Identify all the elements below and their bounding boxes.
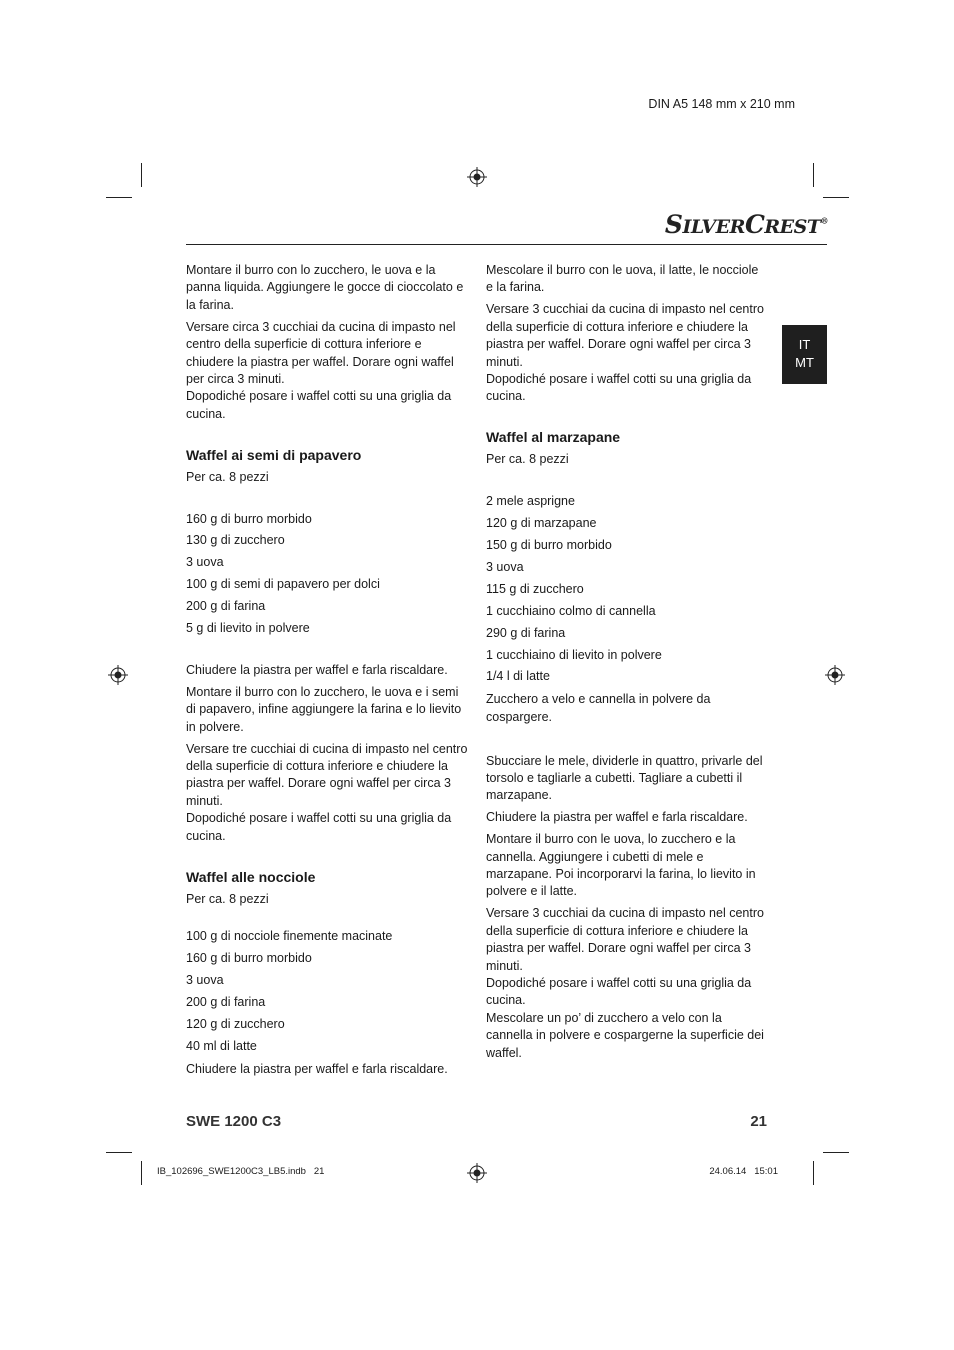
language-tab — [782, 325, 827, 384]
language-code: MT — [795, 355, 814, 370]
paragraph: Dopodiché posare i waffel cotti su una griglia da cucina. — [486, 976, 752, 1008]
registration-mark-icon — [825, 665, 845, 685]
registration-mark-icon — [108, 665, 128, 685]
registration-mark-icon — [467, 1163, 487, 1183]
list-item: 115 g di zucchero — [486, 581, 584, 596]
paragraph: Mescolare un po’ di zucchero a velo con la cannella in polvere e cospargerne la superficie dei waffel. — [486, 1010, 764, 1060]
list-item: 1/4 l di latte — [486, 669, 550, 684]
paragraph: Sbucciare le mele, dividerle in quattro, privarle del torsolo e tagliarle a cubetti. Tagliare a cubetti il marzapane. — [486, 753, 763, 803]
paragraph: Chiudere la piastra per waffel e farla riscaldare. — [186, 663, 448, 677]
crop-mark — [106, 197, 132, 198]
list-item: 3 uova — [186, 973, 224, 988]
list-item: 160 g di burro morbido — [186, 951, 312, 966]
registration-mark-icon — [467, 167, 487, 187]
list-item: 100 g di nocciole finemente macinate — [186, 929, 393, 944]
page-number: 21 — [750, 1113, 767, 1130]
list-item: 1 cucchiaino colmo di cannella — [486, 603, 656, 618]
list-item: 2 mele asprigne — [486, 494, 575, 509]
paragraph: Dopodiché posare i waffel cotti su una griglia da cucina. — [186, 811, 452, 843]
ingredient-list — [486, 491, 768, 688]
list-item: 120 g di zucchero — [186, 1017, 285, 1032]
paragraph: Versare 3 cucchiai da cucina di impasto nel centro della superficie di cottura inferiore e chiudere la piastra per waffel. Dorare ogni waffel per circa 3 minuti. — [486, 302, 764, 369]
format-label: DIN A5 148 mm x 210 mm — [648, 97, 795, 111]
paragraph: Montare il burro con le uova, lo zucchero e la cannella. Aggiungere i cubetti di mele e marzapane. Poi incorporarvi la farina, lo lievito in polvere e il latte. — [486, 832, 756, 899]
list-item: 100 g di semi di papavero per dolci — [186, 577, 380, 592]
language-code: IT — [798, 337, 811, 352]
paragraph: Chiudere la piastra per waffel e farla riscaldare. — [486, 810, 748, 825]
right-column — [486, 262, 768, 1067]
brand-logo: SILVERCREST® — [664, 210, 828, 239]
list-item: 120 g di marzapane — [486, 516, 597, 531]
crop-mark — [141, 163, 142, 187]
crop-mark — [813, 163, 814, 187]
recipe-title: Waffel alle nocciole — [186, 868, 316, 885]
recipe-yield: Per ca. 8 pezzi — [486, 452, 569, 467]
crop-mark — [823, 197, 849, 198]
paragraph: Versare tre cucchiai di cucina di impasto nel centro della superficie di cottura inferiore e chiudere la piastra per waffel. Dorare ogni waffel per circa 3 minuti. — [186, 741, 468, 808]
recipe-yield: Per ca. 8 pezzi — [186, 469, 269, 484]
list-item: 3 uova — [486, 559, 524, 574]
paragraph: Mescolare il burro con le uova, il latte, le nocciole e la farina. — [486, 263, 759, 295]
paragraph: Zucchero a velo e cannella in polvere da cospargere. — [486, 692, 711, 724]
paragraph: Chiudere la piastra per waffel e farla riscaldare. — [186, 1061, 448, 1076]
paragraph: Versare 3 cucchiai da cucina di impasto nel centro della superficie di cottura inferiore e chiudere la piastra per waffel. Dorare ogni waffel per circa 3 minuti. — [486, 906, 764, 973]
list-item: 40 ml di latte — [186, 1039, 257, 1053]
header-rule — [186, 244, 827, 245]
list-item: 3 uova — [186, 555, 224, 570]
ingredient-list — [186, 926, 468, 1057]
list-item: 290 g di farina — [486, 625, 566, 640]
date-slug: 24.06.14 15:01 — [709, 1166, 778, 1177]
list-item: 200 g di farina — [186, 599, 266, 614]
crop-mark — [813, 1161, 814, 1185]
list-item: 5 g di lievito in polvere — [186, 621, 310, 636]
list-item: 150 g di burro morbido — [486, 537, 612, 552]
paragraph: Versare circa 3 cucchiai da cucina di impasto nel centro della superficie di cottura inferiore e chiudere la piastra per waffel. Dorare ogni waffel per circa 3 minuti. — [186, 319, 456, 386]
crop-mark — [823, 1152, 849, 1153]
file-slug: IB_102696_SWE1200C3_LB5.indb 21 — [157, 1166, 325, 1177]
paragraph: Dopodiché posare i waffel cotti su una griglia da cucina. — [186, 389, 452, 421]
recipe-title: Waffel ai semi di papavero — [186, 446, 362, 463]
ingredient-list — [186, 509, 468, 640]
paragraph: Montare il burro con lo zucchero, le uova e i semi di papavero, infine aggiungere la farina e lo lievito in polvere. — [186, 684, 462, 734]
list-item: 1 cucchiaino di lievito in polvere — [486, 647, 662, 662]
paragraph: Dopodiché posare i waffel cotti su una griglia da cucina. — [486, 371, 752, 404]
crop-mark — [106, 1152, 132, 1153]
paragraph: Montare il burro con lo zucchero, le uova e la panna liquida. Aggiungere le gocce di cioccolato e la farina. — [186, 263, 464, 312]
recipe-yield: Per ca. 8 pezzi — [186, 891, 269, 906]
model-number: SWE 1200 C3 — [186, 1113, 282, 1130]
crop-mark — [141, 1161, 142, 1185]
left-column — [186, 262, 468, 1083]
list-item: 130 g di zucchero — [186, 533, 285, 548]
list-item: 200 g di farina — [186, 995, 266, 1010]
list-item: 160 g di burro morbido — [186, 511, 312, 526]
recipe-title: Waffel al marzapane — [486, 429, 621, 446]
